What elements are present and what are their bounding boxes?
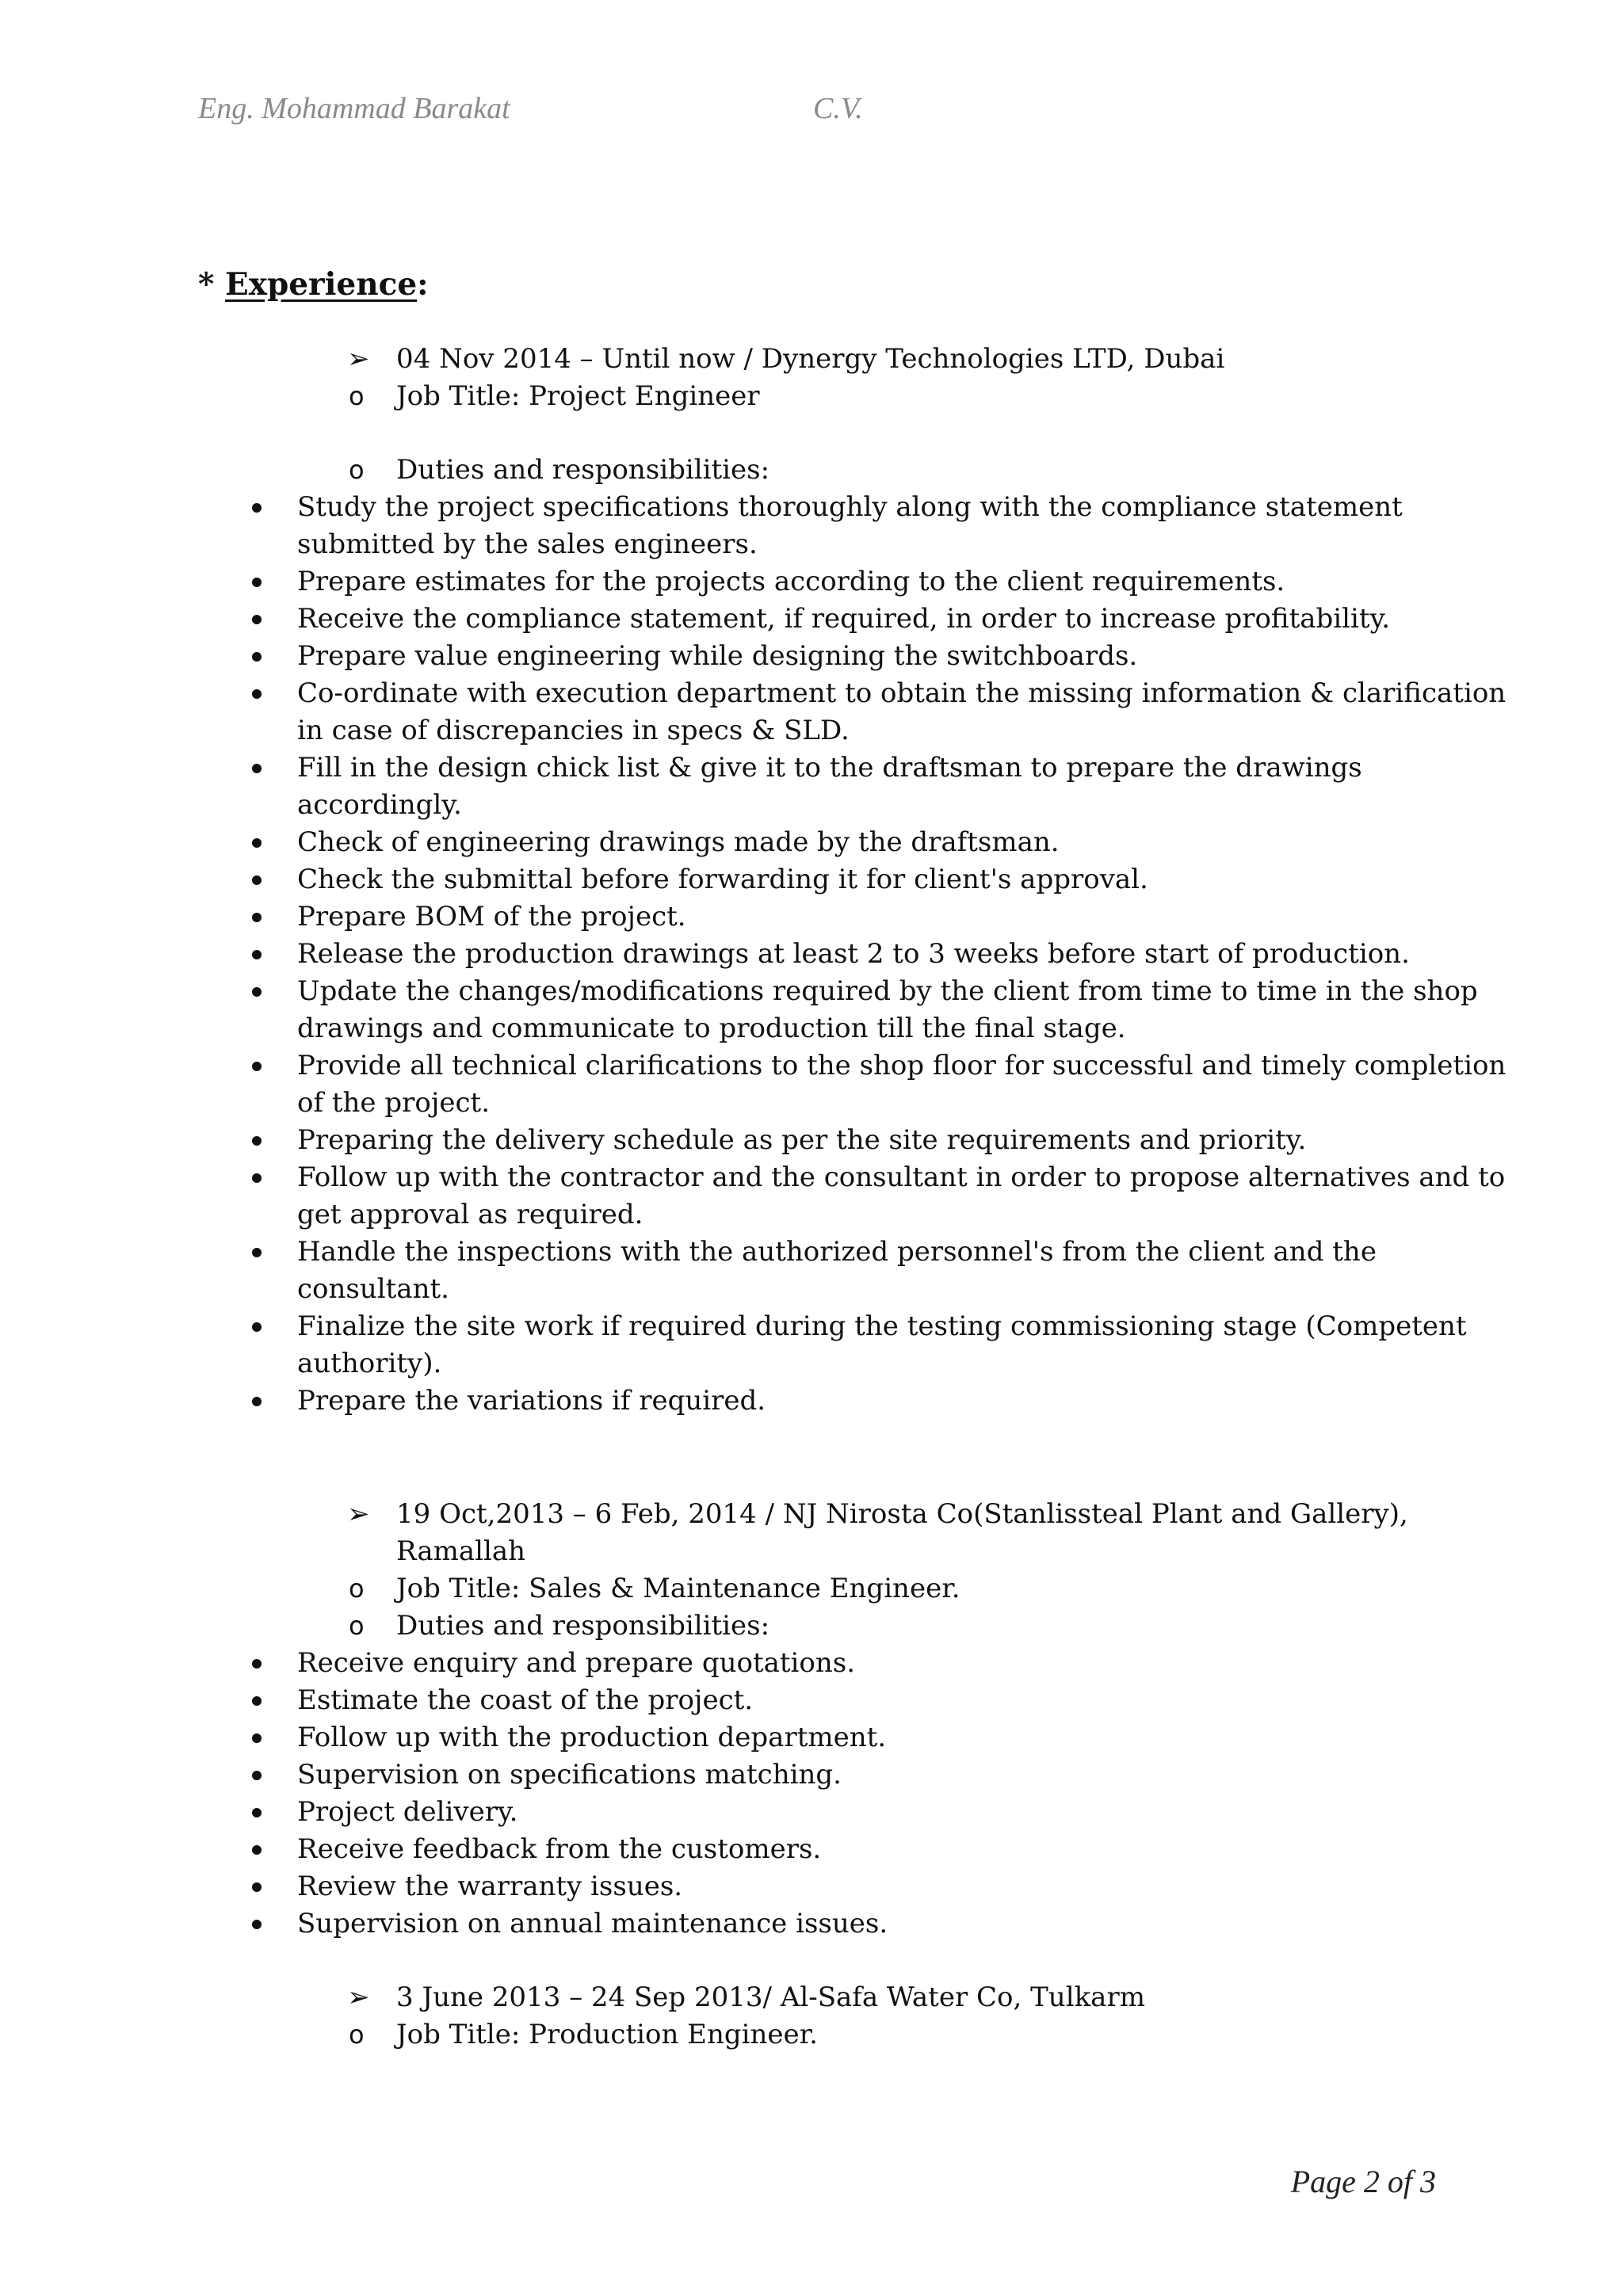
- duty-item-continued: of the project.: [297, 1087, 491, 1119]
- dot-bullet-icon: [252, 1771, 262, 1780]
- arrow-bullet-icon: ➢: [347, 1981, 370, 2013]
- dot-bullet-icon: [252, 987, 262, 997]
- duty-item: Follow up with the contractor and the consultant in order to propose alternatives and to: [0, 1159, 1623, 1196]
- duty-item: Receive feedback from the customers.: [0, 1831, 1623, 1868]
- duties-label: o Duties and responsibilities:: [0, 452, 1623, 489]
- arrow-bullet-icon: ➢: [347, 1498, 370, 1530]
- duty-item: Study the project specifications thoroughly along with the compliance statement: [0, 489, 1623, 526]
- duty-item: Prepare BOM of the project.: [0, 898, 1623, 936]
- job-period: ➢ 3 June 2013 – 24 Sep 2013/ Al-Safa Water Co, Tulkarm: [0, 1979, 1623, 2016]
- dot-bullet-icon: [252, 1248, 262, 1257]
- dot-bullet-icon: [252, 838, 262, 848]
- dot-bullet-icon: [252, 1062, 262, 1071]
- job-title: o Job Title: Project Engineer: [0, 378, 1623, 415]
- header-cv-label: C.V.: [813, 92, 863, 125]
- page-number: Page 2 of 3: [1290, 2164, 1436, 2199]
- duty-item: Co-ordinate with execution department to obtain the missing information & clarification: [0, 675, 1623, 712]
- dot-bullet-icon: [252, 1659, 262, 1669]
- duty-item: Fill in the design chick list & give it to the draftsman to prepare the drawings: [0, 749, 1623, 787]
- circle-bullet-icon: o: [349, 455, 365, 485]
- dot-bullet-icon: [252, 1173, 262, 1183]
- duty-item: Check of engineering drawings made by the draftsman.: [0, 824, 1623, 861]
- dot-bullet-icon: [252, 1696, 262, 1706]
- duty-item: Project delivery.: [0, 1794, 1623, 1831]
- dot-bullet-icon: [252, 652, 262, 662]
- dot-bullet-icon: [252, 1920, 262, 1929]
- dot-bullet-icon: [252, 1882, 262, 1892]
- header-name: Eng. Mohammad Barakat: [198, 92, 510, 125]
- duty-item: Review the warranty issues.: [0, 1868, 1623, 1905]
- duty-item: Provide all technical clarifications to the shop floor for successful and timely completion: [0, 1047, 1623, 1085]
- duty-item: Supervision on specifications matching.: [0, 1756, 1623, 1794]
- duty-item: Finalize the site work if required during the testing commissioning stage (Competent: [0, 1308, 1623, 1345]
- job-period-continued: Ramallah: [396, 1535, 526, 1567]
- duty-item-continued: submitted by the sales engineers.: [297, 528, 758, 560]
- job-title: o Job Title: Production Engineer.: [0, 2016, 1623, 2054]
- job-title: o Job Title: Sales & Maintenance Engineer.: [0, 1570, 1623, 1608]
- duty-item: Prepare the variations if required.: [0, 1383, 1623, 1420]
- duty-item-continued: drawings and communicate to production till the final stage.: [297, 1013, 1126, 1044]
- dot-bullet-icon: [252, 950, 262, 959]
- duty-item: Receive the compliance statement, if required, in order to increase profitability.: [0, 601, 1623, 638]
- duty-item: Preparing the delivery schedule as per the site requirements and priority.: [0, 1122, 1623, 1159]
- section-prefix: *: [198, 266, 225, 303]
- experience-list: [0, 341, 1623, 2054]
- duty-item: Supervision on annual maintenance issues.: [0, 1905, 1623, 1943]
- dot-bullet-icon: [252, 615, 262, 624]
- duty-item-continued: accordingly.: [297, 789, 462, 821]
- section-title-text: Experience: [224, 266, 418, 303]
- dot-bullet-icon: [252, 689, 262, 699]
- dot-bullet-icon: [252, 1808, 262, 1817]
- duty-item: Handle the inspections with the authorized personnel's from the client and the: [0, 1234, 1623, 1271]
- dot-bullet-icon: [252, 578, 262, 587]
- dot-bullet-icon: [252, 1845, 262, 1855]
- section-suffix: :: [417, 266, 429, 303]
- duties-label: o Duties and responsibilities:: [0, 1608, 1623, 1645]
- duty-item: Receive enquiry and prepare quotations.: [0, 1645, 1623, 1682]
- dot-bullet-icon: [252, 764, 262, 773]
- duty-item: Follow up with the production department.: [0, 1719, 1623, 1756]
- duty-item: Estimate the coast of the project.: [0, 1682, 1623, 1719]
- job-period: ➢ 19 Oct,2013 – 6 Feb, 2014 / NJ Nirosta Co(Stanlissteal Plant and Gallery),: [0, 1496, 1623, 1533]
- circle-bullet-icon: o: [349, 2019, 365, 2050]
- circle-bullet-icon: o: [349, 381, 365, 411]
- duty-item-continued: in case of discrepancies in specs & SLD.: [297, 715, 850, 746]
- circle-bullet-icon: o: [349, 1573, 365, 1604]
- circle-bullet-icon: o: [349, 1611, 365, 1641]
- job-period: ➢ 04 Nov 2014 – Until now / Dynergy Technologies LTD, Dubai: [0, 341, 1623, 378]
- duty-item: Prepare estimates for the projects according to the client requirements.: [0, 563, 1623, 601]
- dot-bullet-icon: [252, 1733, 262, 1743]
- duty-item: Check the submittal before forwarding it for client's approval.: [0, 861, 1623, 898]
- duty-item-continued: get approval as required.: [297, 1199, 643, 1230]
- duty-item: Release the production drawings at least 2 to 3 weeks before start of production.: [0, 936, 1623, 973]
- duty-item: Prepare value engineering while designing the switchboards.: [0, 638, 1623, 675]
- dot-bullet-icon: [252, 1397, 262, 1406]
- dot-bullet-icon: [252, 503, 262, 513]
- duty-item-continued: consultant.: [297, 1273, 449, 1305]
- section-title-experience: [198, 266, 429, 303]
- dot-bullet-icon: [252, 875, 262, 885]
- arrow-bullet-icon: ➢: [347, 343, 370, 375]
- dot-bullet-icon: [252, 1136, 262, 1146]
- duty-item-continued: authority).: [297, 1348, 442, 1379]
- dot-bullet-icon: [252, 1322, 262, 1332]
- dot-bullet-icon: [252, 913, 262, 922]
- duty-item: Update the changes/modifications required by the client from time to time in the shop: [0, 973, 1623, 1010]
